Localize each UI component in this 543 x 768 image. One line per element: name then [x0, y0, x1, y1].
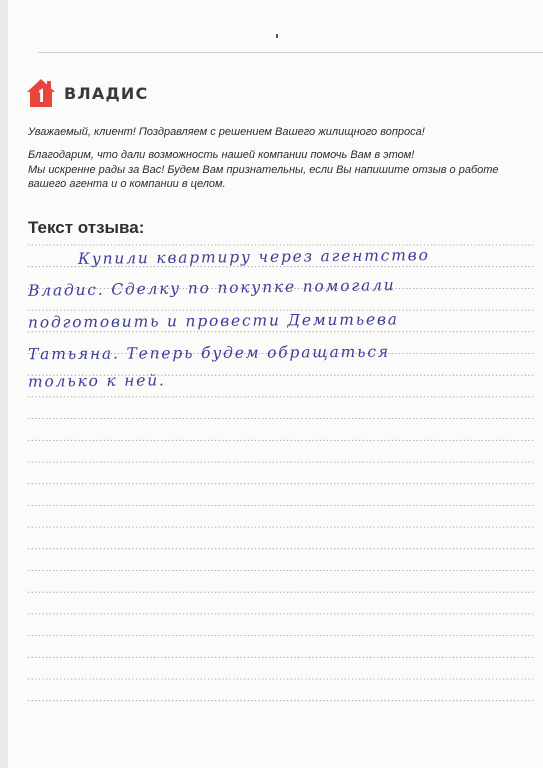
thanks-line: Благодарим, что дали возможность нашей компании помочь Вам в этом!: [28, 149, 415, 161]
review-heading: Текст отзыва:: [28, 218, 145, 237]
handwritten-review: [28, 0, 540, 768]
brand-name: ВЛАДИС: [64, 83, 149, 103]
review-form-sheet: [8, 0, 543, 768]
thanks-line: вашего агента и о компании в целом.: [28, 178, 226, 190]
handwritten-line: Владис. Сделку по покупке помогали: [27, 276, 396, 300]
greeting-text: Уважаемый, клиент! Поздравляем с решением Вашего жилищного вопроса!: [28, 126, 425, 138]
thanks-line: Мы искренне рады за Вас! Будем Вам признательны, если Вы напишите отзыв о работе: [28, 163, 499, 176]
handwritten-line: Купили квартиру через агентство: [77, 246, 430, 268]
handwritten-line: только к ней.: [27, 371, 166, 391]
handwritten-line: Татьяна. Теперь будем обращаться: [27, 342, 390, 364]
handwritten-line: подготовить и провести Демитьева: [27, 310, 399, 332]
